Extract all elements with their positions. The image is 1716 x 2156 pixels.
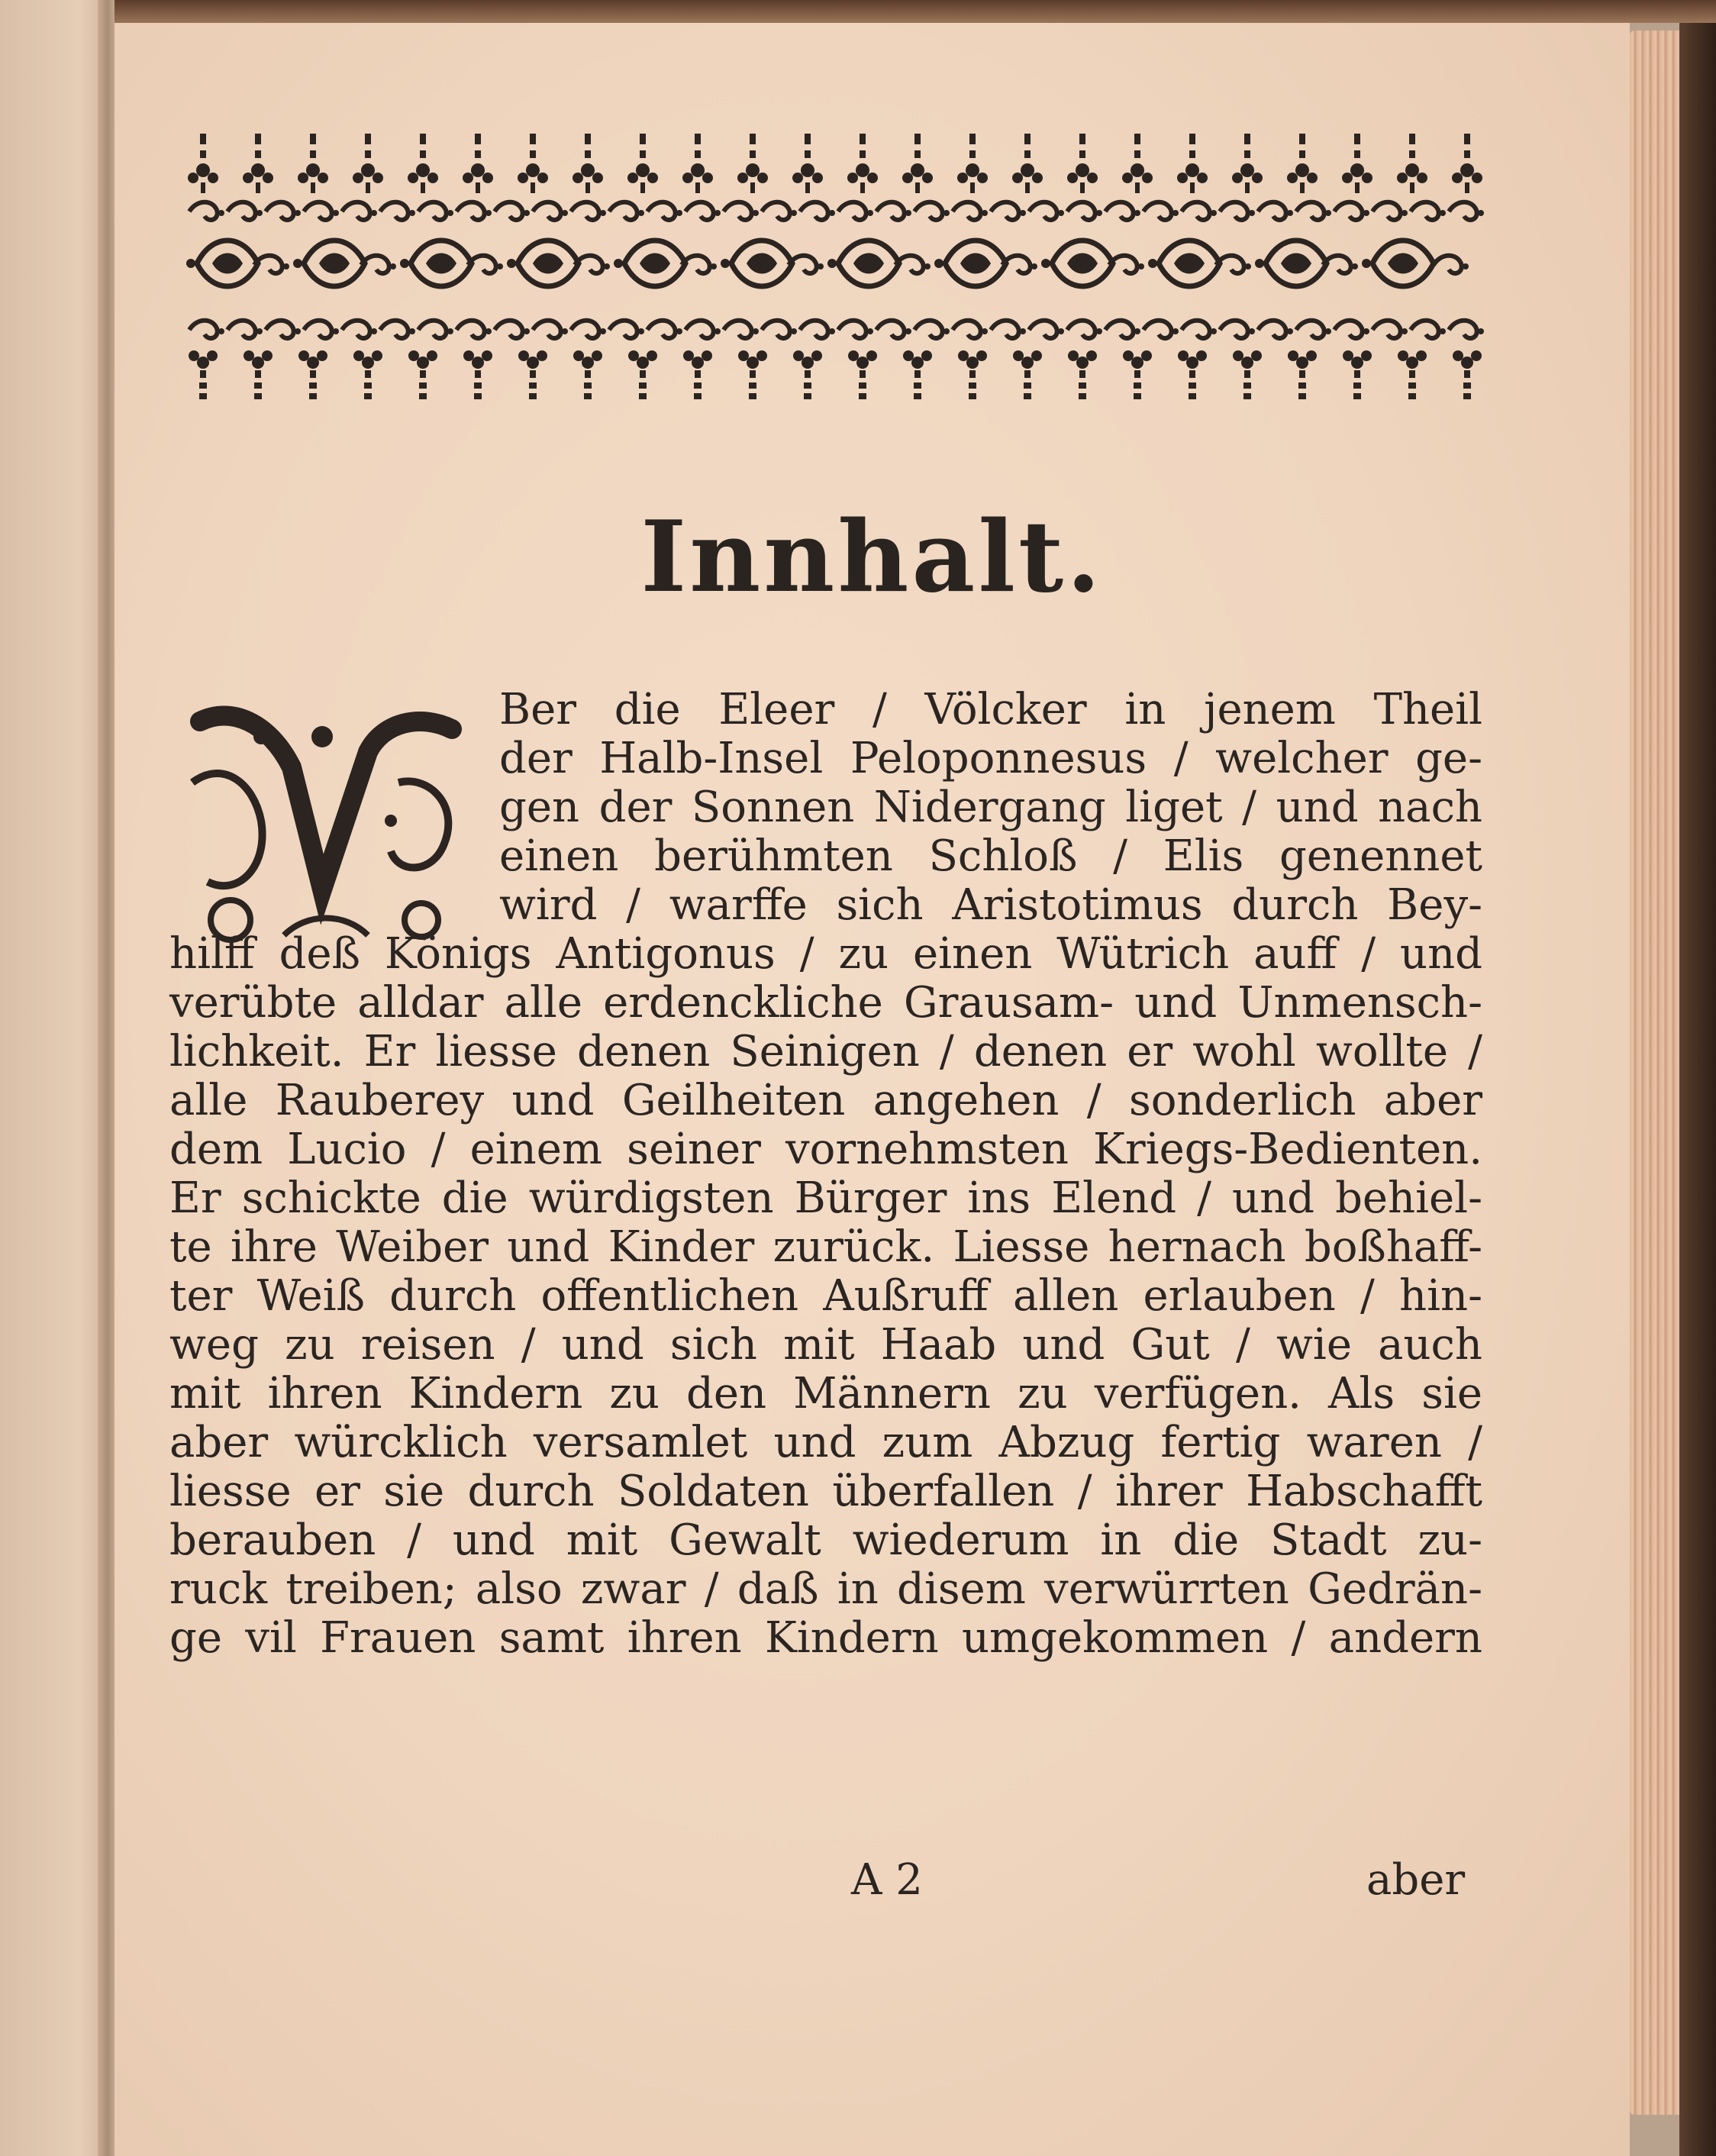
- headpiece-mandorla-band: [186, 240, 1469, 286]
- text-line: berauben / und mit Gewalt wiederum in die Stadt zu-: [169, 1515, 1482, 1565]
- text-line: gen der Sonnen Nidergang liget / und nach: [499, 783, 1482, 832]
- body-text: [169, 686, 1482, 1663]
- book-cover-top: [115, 0, 1716, 23]
- text-line: Er schickte die würdigsten Bürger ins Elend / und behiel-: [169, 1173, 1482, 1223]
- text-line: der Halb-Insel Peloponnesus / welcher ge-: [499, 734, 1482, 783]
- text-line: verübte alldar alle erdenckliche Grausam- und Unmensch-: [169, 978, 1482, 1028]
- text-line: Ber die Eleer / Völcker in jenem Theil: [499, 685, 1482, 734]
- headpiece-scroll-band-1: [189, 202, 1484, 220]
- text-line: dem Lucio / einem seiner vornehmsten Kriegs-Bedienten.: [169, 1125, 1482, 1174]
- headpiece-row-top: [188, 134, 1482, 193]
- text-line: liesse er sie durch Soldaten überfallen / ihrer Habschafft: [169, 1467, 1482, 1516]
- catchword: aber: [1366, 1855, 1466, 1905]
- page-title: Innhalt.: [640, 500, 1104, 615]
- text-line: alle Rauberey und Geilheiten angehen / sonderlich aber: [169, 1076, 1482, 1125]
- text-line: ter Weiß durch offentlichen Außruff allen erlauben / hin-: [169, 1271, 1482, 1321]
- text-line: hilff deß Königs Antigonus / zu einen Wütrich auff / und: [169, 929, 1482, 979]
- headpiece-row-bottom: [189, 350, 1482, 399]
- headpiece-scroll-band-2: [189, 321, 1484, 338]
- signature-mark: A 2: [851, 1855, 923, 1905]
- text-line: weg zu reisen / und sich mit Haab und Gut / wie auch: [169, 1320, 1482, 1370]
- text-line: ge vil Frauen samt ihren Kindern umgekommen / andern: [169, 1613, 1482, 1663]
- book-cover: [1679, 0, 1716, 2156]
- text-line: einen berühmten Schloß / Elis genennet: [499, 831, 1482, 881]
- ornamental-headpiece: [182, 126, 1491, 428]
- text-line: mit ihren Kindern zu den Männern zu verfügen. Als sie: [169, 1369, 1482, 1419]
- text-line: aber würcklich versamlet und zum Abzug fertig waren /: [169, 1418, 1482, 1467]
- text-line: te ihre Weiber und Kinder zurück. Liesse hernach boßhaff-: [169, 1222, 1482, 1272]
- text-line: wird / warffe sich Aristotimus durch Bey-: [499, 880, 1482, 930]
- text-line: ruck treiben; also zwar / daß in disem verwürrten Gedrän-: [169, 1564, 1482, 1614]
- text-line: lichkeit. Er liesse denen Seinigen / denen er wohl wollte /: [169, 1027, 1482, 1076]
